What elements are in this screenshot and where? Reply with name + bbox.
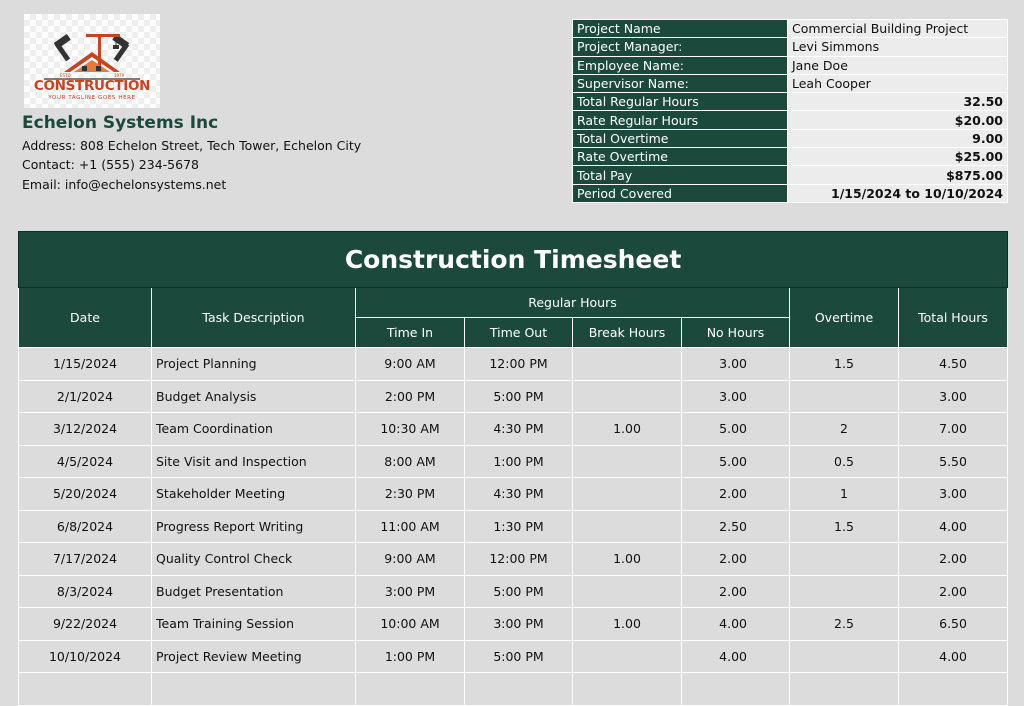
summary-value: Commercial Building Project [788,20,1008,38]
cell-break-hours [573,575,682,608]
summary-row [573,129,1008,147]
cell-time-in: 11:00 AM [356,510,465,543]
cell-total-hours: 4.00 [899,640,1008,673]
cell-date: 9/22/2024 [19,608,152,641]
cell-time-out: 5:00 PM [465,380,573,413]
summary-value: $25.00 [788,148,1008,166]
cell-total-hours [899,673,1008,706]
cell-overtime: 0.5 [790,445,899,478]
summary-row [573,93,1008,111]
summary-value: 32.50 [788,93,1008,111]
header-regular-hours: Regular Hours [356,288,790,318]
summary-row [573,148,1008,166]
summary-row [573,111,1008,129]
cell-time-out: 5:00 PM [465,575,573,608]
cell-break-hours [573,640,682,673]
project-summary-table [572,19,1008,203]
table-row [19,575,1008,608]
cell-task: Progress Report Writing [152,510,356,543]
cell-task: Quality Control Check [152,543,356,576]
svg-text:1979: 1979 [114,73,125,78]
summary-value: $20.00 [788,111,1008,129]
cell-task: Budget Presentation [152,575,356,608]
table-row [19,445,1008,478]
cell-overtime: 2 [790,413,899,446]
cell-no-hours: 2.50 [682,510,790,543]
header-no-hours: No Hours [682,318,790,348]
logo-title: CONSTRUCTION [33,78,151,94]
table-row [19,640,1008,673]
cell-total-hours: 3.00 [899,478,1008,511]
cell-date: 10/10/2024 [19,640,152,673]
cell-no-hours: 2.00 [682,478,790,511]
cell-break-hours: 1.00 [573,608,682,641]
cell-task: Budget Analysis [152,380,356,413]
summary-label: Period Covered [573,184,788,202]
cell-time-in: 3:00 PM [356,575,465,608]
cell-no-hours: 3.00 [682,380,790,413]
cell-break-hours [573,510,682,543]
cell-time-in: 10:00 AM [356,608,465,641]
summary-value: 1/15/2024 to 10/10/2024 [788,184,1008,202]
cell-overtime [790,640,899,673]
cell-time-out: 12:00 PM [465,543,573,576]
cell-date: 7/17/2024 [19,543,152,576]
cell-time-out: 3:00 PM [465,608,573,641]
header-time-in: Time In [356,318,465,348]
cell-date: 1/15/2024 [19,348,152,381]
table-row [19,413,1008,446]
cell-no-hours: 2.00 [682,543,790,576]
cell-overtime [790,543,899,576]
cell-time-in: 2:30 PM [356,478,465,511]
house-roof-icon [64,52,120,72]
cell-time-in: 2:00 PM [356,380,465,413]
summary-label: Total Overtime [573,129,788,147]
company-name: Echelon Systems Inc [22,113,219,133]
cell-task: Project Planning [152,348,356,381]
cell-task: Project Review Meeting [152,640,356,673]
table-row [19,543,1008,576]
cell-date: 2/1/2024 [19,380,152,413]
cell-time-out: 1:00 PM [465,445,573,478]
cell-no-hours: 5.00 [682,413,790,446]
cell-time-in: 8:00 AM [356,445,465,478]
cell-break-hours [573,478,682,511]
left-hammer-icon [54,34,71,61]
cell-break-hours: 1.00 [573,413,682,446]
cell-no-hours: 4.00 [682,608,790,641]
summary-row [573,20,1008,38]
summary-value: Levi Simmons [788,38,1008,56]
summary-row [573,184,1008,202]
cell-overtime [790,575,899,608]
cell-time-out: 4:30 PM [465,478,573,511]
cell-time-out: 5:00 PM [465,640,573,673]
company-contact: Contact: +1 (555) 234-5678 [22,157,199,172]
cell-task: Team Coordination [152,413,356,446]
summary-label: Employee Name: [573,56,788,74]
summary-value: Leah Cooper [788,74,1008,92]
cell-date [19,673,152,706]
cell-total-hours: 3.00 [899,380,1008,413]
timesheet-table [18,231,1008,706]
table-row [19,348,1008,381]
cell-overtime: 1.5 [790,510,899,543]
svg-text:ESTD: ESTD [60,73,71,78]
header-time-out: Time Out [465,318,573,348]
cell-total-hours: 5.50 [899,445,1008,478]
company-email: Email: info@echelonsystems.net [22,177,227,192]
summary-label: Project Name [573,20,788,38]
cell-total-hours: 4.50 [899,348,1008,381]
cell-time-out: 4:30 PM [465,413,573,446]
table-row [19,478,1008,511]
cell-overtime [790,673,899,706]
company-address: Address: 808 Echelon Street, Tech Tower, Echelon City [22,138,362,153]
cell-break-hours [573,348,682,381]
cell-date: 6/8/2024 [19,510,152,543]
cell-overtime: 1.5 [790,348,899,381]
cell-no-hours: 2.00 [682,575,790,608]
cell-total-hours: 4.00 [899,510,1008,543]
table-row [19,510,1008,543]
cell-date: 5/20/2024 [19,478,152,511]
cell-no-hours: 3.00 [682,348,790,381]
cell-time-in [356,673,465,706]
summary-label: Rate Overtime [573,148,788,166]
cell-date: 8/3/2024 [19,575,152,608]
summary-value: Jane Doe [788,56,1008,74]
cell-time-in: 1:00 PM [356,640,465,673]
cell-overtime: 2.5 [790,608,899,641]
cell-no-hours [682,673,790,706]
cell-break-hours [573,445,682,478]
cell-no-hours: 4.00 [682,640,790,673]
cell-total-hours: 7.00 [899,413,1008,446]
cell-task: Site Visit and Inspection [152,445,356,478]
cell-total-hours: 6.50 [899,608,1008,641]
summary-label: Total Regular Hours [573,93,788,111]
cell-break-hours [573,380,682,413]
cell-total-hours: 2.00 [899,575,1008,608]
cell-time-in: 9:00 AM [356,348,465,381]
cell-no-hours: 5.00 [682,445,790,478]
company-logo [24,14,160,108]
summary-label: Project Manager: [573,38,788,56]
cell-break-hours: 1.00 [573,543,682,576]
header-date: Date [19,288,152,348]
cell-time-out: 1:30 PM [465,510,573,543]
logo-tagline: YOUR TAGLINE GOES HERE [48,95,136,101]
cell-total-hours: 2.00 [899,543,1008,576]
header-task-description: Task Description [152,288,356,348]
timesheet-title: Construction Timesheet [19,232,1008,288]
summary-row [573,38,1008,56]
header-total-hours: Total Hours [899,288,1008,348]
cell-task: Team Training Session [152,608,356,641]
cell-task: Stakeholder Meeting [152,478,356,511]
summary-label: Rate Regular Hours [573,111,788,129]
summary-row [573,166,1008,184]
cell-date: 4/5/2024 [19,445,152,478]
summary-row [573,74,1008,92]
cell-date: 3/12/2024 [19,413,152,446]
cell-time-in: 10:30 AM [356,413,465,446]
table-row [19,608,1008,641]
summary-label: Supervisor Name: [573,74,788,92]
header-break-hours: Break Hours [573,318,682,348]
cell-break-hours [573,673,682,706]
summary-label: Total Pay [573,166,788,184]
cell-overtime [790,380,899,413]
cell-overtime: 1 [790,478,899,511]
summary-value: $875.00 [788,166,1008,184]
cell-task [152,673,356,706]
cell-time-in: 9:00 AM [356,543,465,576]
cell-time-out: 12:00 PM [465,348,573,381]
header-overtime: Overtime [790,288,899,348]
cell-time-out [465,673,573,706]
summary-value: 9.00 [788,129,1008,147]
summary-row [573,56,1008,74]
table-row [19,380,1008,413]
table-row [19,673,1008,706]
